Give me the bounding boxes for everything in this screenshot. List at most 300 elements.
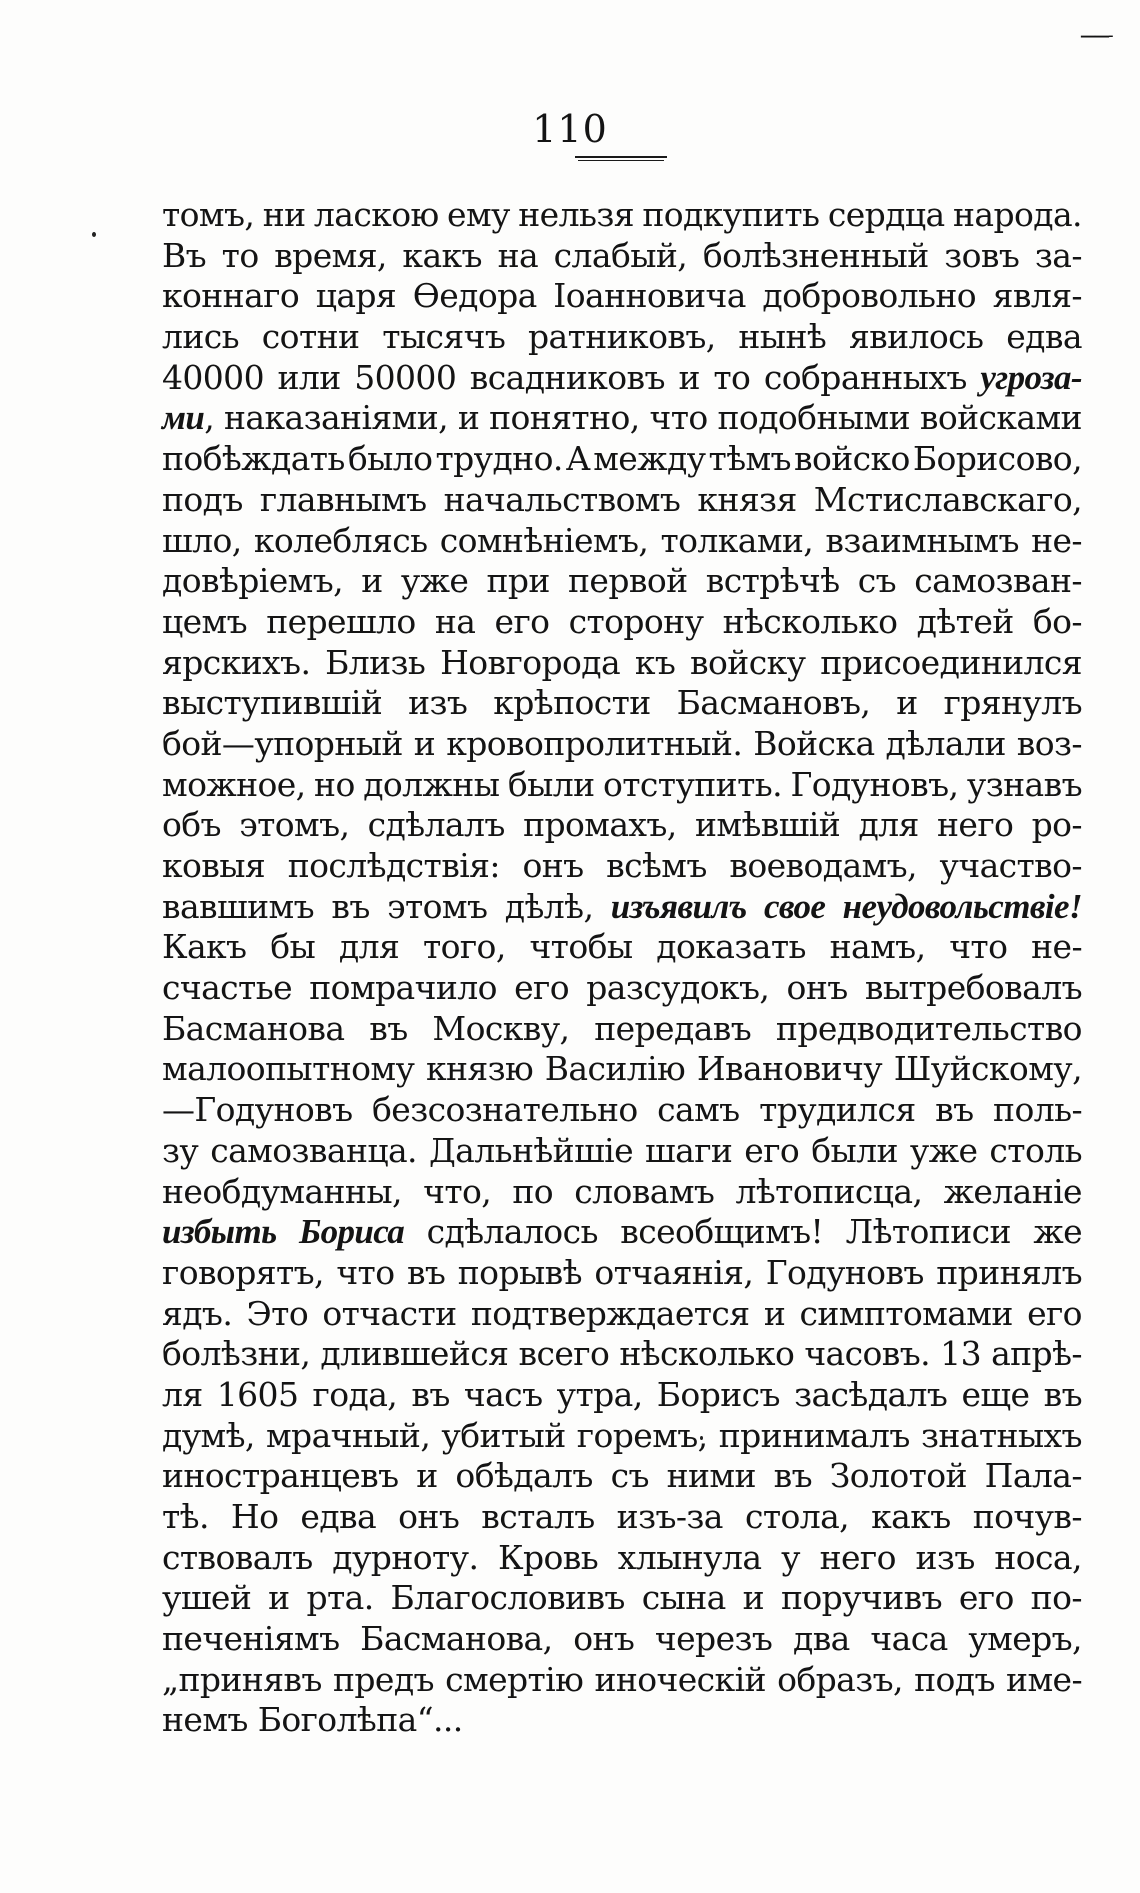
word: время, [274,235,387,275]
word: всего [518,1334,610,1374]
word: отступить. [603,764,782,804]
word: первой [568,561,688,601]
word: имѣвшій [694,805,841,845]
word: послѣдствія: [287,846,500,885]
word: этомъ, [239,805,350,845]
word: лѣтописца, [735,1171,923,1211]
word: для [858,805,919,845]
word: немъ [162,1700,248,1740]
word: Это [246,1293,309,1333]
text-line [162,724,1082,765]
word: мрачный, [265,1415,431,1455]
word: онъ [786,968,848,1008]
text-line [162,683,1082,724]
word: необдуманны, [162,1171,402,1211]
text-line [162,1294,1082,1335]
word: всеобщимъ! [620,1212,824,1252]
word: для [338,927,400,967]
text-line [162,1212,1082,1253]
word: ратниковъ, [528,317,716,357]
text-line [162,1578,1082,1619]
word: почув- [972,1497,1082,1536]
text-line [162,1660,1082,1701]
word: ядъ. [162,1293,233,1333]
word: подъ [162,479,243,519]
word: явилось [848,317,984,357]
word: и [416,1456,438,1496]
word: цемъ [162,601,248,641]
word: Но [230,1497,279,1536]
page-number-underline [575,156,667,158]
word: горемъ, [576,1415,708,1455]
word: его [514,968,570,1008]
word: добровольно [762,276,977,316]
word: на [497,235,539,275]
word: трудился [759,1090,916,1130]
word: Мстиславскаго, [813,479,1082,519]
word: въ [369,1008,408,1048]
text-line [162,1131,1082,1172]
word: всталъ [481,1497,595,1536]
word: предводительство [775,1008,1082,1048]
word: едва [1006,317,1082,357]
word: ми, [162,398,215,438]
word: рта. [306,1578,374,1618]
text-line [162,968,1082,1009]
word: знатныхъ [920,1415,1082,1455]
word: въ [331,886,370,926]
word: намъ, [829,927,926,967]
word: изъ-за [616,1497,723,1536]
text-line [162,602,1082,643]
word: объ [162,805,221,845]
word: всадниковъ [469,357,665,397]
text-line [162,765,1082,806]
word: носа, [994,1537,1082,1577]
word: сторону [568,601,704,641]
word: 1605 [216,1374,299,1414]
word: убитый [441,1415,566,1455]
word: войску [690,642,806,682]
word: часа [870,1619,948,1659]
word: разсудокъ, [586,968,770,1008]
text-line [162,1334,1082,1375]
word: сердца [827,195,945,234]
word: ро- [1031,805,1082,845]
text-line [162,1090,1082,1131]
word: Благословивъ [390,1578,625,1618]
word: сына [641,1578,726,1618]
text-line [162,1049,1082,1090]
text-line [162,1538,1082,1579]
word: встрѣчѣ [705,561,840,601]
word: изъявилъ [610,886,747,926]
word: думѣ, [162,1415,255,1455]
word: ни [262,195,306,234]
text-line [162,1375,1082,1416]
word: самозванца. [210,1130,417,1170]
word: были [811,1130,898,1170]
word: 40000 [162,357,264,397]
word: Басманова [162,1008,345,1048]
word: утра, [556,1374,643,1414]
word: дѣтей [916,601,1014,641]
word: Пала- [984,1456,1082,1496]
word: принялъ [936,1252,1082,1292]
word: войско [793,439,910,479]
word: свое [763,886,826,926]
word: нѣсколько [619,1334,795,1374]
word: нынѣ [738,317,827,357]
word: воз- [1016,723,1082,763]
word: слабый, [553,235,688,275]
word: желаніе [943,1171,1082,1211]
word: Войска [753,723,875,763]
word: колеблясь [253,520,428,560]
word: шаги [645,1130,733,1170]
word: же [1033,1212,1082,1252]
word: отчаянія, [594,1252,754,1292]
word: Близь [325,642,426,682]
text-line [162,1497,1082,1538]
word: или [277,357,341,397]
word: того, [422,927,506,967]
word: какъ [871,1497,951,1536]
word: бо- [1032,601,1082,641]
word: между [593,439,706,479]
word: его [958,1578,1014,1618]
word: тѣ. [162,1497,209,1536]
word: этомъ [387,886,488,926]
word: и [742,1578,765,1618]
word: явля- [992,276,1082,316]
word: Годуновъ [765,1252,924,1292]
word: часъ [463,1374,543,1414]
word: бы [270,927,316,967]
word: ковыя [162,846,266,885]
word: бой—упорный [162,723,403,763]
word: на [434,601,476,641]
text-line [162,805,1082,846]
word: предъ [332,1659,434,1699]
word: нельзя [518,195,634,234]
word: участво- [939,846,1082,885]
word: главнымъ [259,479,427,519]
word: въ [1043,1374,1082,1414]
word: самозван- [914,561,1082,601]
text-line [162,846,1082,887]
word: Іоанновича [553,276,746,316]
word: за- [1034,235,1082,275]
word: лись [162,317,240,357]
word: какъ [402,235,482,275]
word: апрѣ- [991,1334,1082,1374]
word: перешло [266,601,416,641]
word: доказать [656,927,806,967]
word: зу [162,1130,199,1170]
word: отчасти [322,1293,457,1333]
text-line [162,1456,1082,1497]
word: что [336,1252,395,1292]
word: Въ [162,235,207,275]
word: Ѳедора [412,276,537,316]
word: Какъ [162,927,247,967]
word: Борисово, [912,439,1082,479]
word: столь [989,1130,1082,1170]
word: болѣзни, [162,1334,311,1374]
word: подтверждается [470,1293,750,1333]
word: и [268,1578,290,1618]
word: но [314,764,355,804]
word: избыть [162,1212,277,1252]
word: всѣмъ [606,846,707,885]
word: Василію [544,1049,686,1089]
text-line [162,1253,1082,1294]
word: симптомами [799,1293,1013,1333]
word: понятно, [489,398,640,438]
word: нѣсколько [722,601,898,641]
word: съ [610,1456,649,1496]
text-line [162,1009,1082,1050]
word: Боголѣпа“... [257,1700,463,1740]
word: и [678,357,700,397]
word: Золотой [829,1456,967,1496]
word: царя [315,276,397,316]
word: самъ [657,1090,740,1130]
word: его [1027,1293,1082,1333]
word: уже [400,561,469,601]
word: ушей [162,1578,252,1618]
word: него [937,805,1014,845]
text-line [162,1700,1082,1741]
word: въ [773,1456,812,1496]
word: Новгорода [440,642,621,682]
word: присоединился [820,642,1082,682]
word: говорятъ, [162,1252,324,1292]
word: Ивановичу [696,1049,883,1089]
word: томъ, [162,195,255,234]
corner-print-mark: ——˗ [1080,26,1113,45]
word: два [792,1619,850,1659]
word: въ [406,1252,446,1292]
word: онъ [398,1497,460,1536]
word: не- [1031,520,1082,560]
text-line [162,480,1082,521]
word: было [347,439,433,479]
word: 50000 [354,357,457,397]
text-line [162,358,1082,399]
word: Москву, [432,1008,570,1048]
word: малоопытному [162,1049,415,1089]
word: ними [666,1456,756,1496]
word: то [713,357,751,397]
word: собранныхъ [763,357,967,397]
text-line [162,521,1082,562]
word: ствовалъ [162,1537,313,1577]
word: поль- [993,1090,1082,1130]
text-line [162,643,1082,684]
text-line [162,887,1082,928]
word: иностранцевъ [162,1456,399,1496]
word: и [896,683,918,723]
word: иноческій [594,1659,766,1699]
page-number-underline-second [578,160,664,161]
word: „принявъ [162,1659,322,1699]
word: въ [411,1374,450,1414]
word: длившейся [320,1334,509,1374]
word: него [819,1537,896,1577]
word: сомнѣніемъ, [439,520,649,560]
word: кровопролитный. [446,723,743,763]
word: едва [300,1497,377,1536]
word: образъ, [777,1659,903,1699]
word: трудно. [435,439,563,479]
word: князя [697,479,797,519]
word: взаимнымъ [825,520,1019,560]
word: дѣлѣ, [504,886,594,926]
word: часовъ. [804,1334,931,1374]
text-line [162,398,1082,439]
word: Шуйскому, [893,1049,1082,1089]
word: князю [425,1049,534,1089]
word: изъ [408,683,468,723]
word: что [649,398,708,438]
word: года, [312,1374,398,1414]
word: Дальнѣйшіе [428,1130,634,1170]
text-line [162,195,1082,236]
word: въ [935,1090,974,1130]
word: и [413,723,436,763]
text-line [162,927,1082,968]
word: Борисъ [656,1374,780,1414]
word: и [361,561,383,601]
word: довѣріемъ, [162,561,344,601]
word: и [763,1293,786,1333]
word: дурноту. [332,1537,479,1577]
word: тѣмъ [708,439,791,479]
text-line [162,1619,1082,1660]
word: угроза- [980,357,1082,397]
word: уже [909,1130,978,1170]
word: не- [1031,927,1082,967]
word: стола, [744,1497,850,1536]
word: что, [423,1171,492,1211]
word: и [457,398,480,438]
word: Басманова, [360,1619,553,1659]
word: подобными [717,398,910,438]
word: выступившій [162,683,383,723]
word: Кровь [498,1537,599,1577]
word: Лѣтописи [845,1212,1011,1252]
word: болѣзненный [702,235,929,275]
text-line [162,236,1082,277]
text-line [162,439,1082,480]
word: грянулъ [943,683,1082,723]
word: подкупить [642,195,820,234]
word: черезъ [654,1619,773,1659]
word: сдѣлалъ [367,805,505,845]
word: у [781,1537,800,1577]
word: его [494,601,550,641]
word: умеръ, [968,1619,1082,1659]
text-line [162,276,1082,317]
text-line [162,561,1082,602]
word: Басмановъ, [676,683,871,723]
word: дѣлали [885,723,1006,763]
word: ласкою [313,195,439,234]
word: чтобы [529,927,633,967]
word: узнавъ [966,764,1082,804]
word: поручивъ [780,1578,942,1618]
word: народа. [952,195,1082,234]
word: вавшимъ [162,886,314,926]
word: хлынула [617,1537,762,1577]
word: при [486,561,550,601]
word: счастье [162,968,293,1008]
word: были [507,764,595,804]
word: подъ [914,1659,995,1699]
word: начальствомъ [443,479,681,519]
word: Годуновъ, [790,764,959,804]
word: его [744,1130,800,1170]
word: порывѣ [457,1252,582,1292]
word: помрачило [309,968,497,1008]
ink-speck [92,232,96,237]
word: крѣпости [493,683,651,723]
word: ярскихъ. [162,642,311,682]
word: съ [857,561,897,601]
word: А [565,439,591,479]
word: толками, [660,520,814,560]
word: вытребовалъ [864,968,1082,1008]
word: име- [1006,1659,1082,1699]
word: должны [363,764,500,804]
word: шло, [162,520,242,560]
word: по- [1030,1578,1082,1618]
word: то [221,235,259,275]
word: засѣдалъ [794,1374,948,1414]
word: ля [162,1374,203,1414]
word: можное, [162,764,306,804]
word: побѣждать [162,439,345,479]
text-line [162,1416,1082,1457]
word: тысячъ [382,317,506,357]
word: коннаго [162,276,300,316]
page-number: 110 [532,107,608,151]
word: промахъ, [523,805,677,845]
word: Бориса [298,1212,405,1252]
word: неудовольствіе! [842,886,1082,926]
word: воеводамъ, [729,846,917,885]
word: 13 [940,1334,981,1374]
word: принималъ [718,1415,910,1455]
word: словамъ [574,1171,715,1211]
word: передавъ [594,1008,752,1048]
word: безсознательно [372,1090,638,1130]
word: что [949,927,1008,967]
text-line [162,317,1082,358]
word: войсками [919,398,1082,438]
body-text [162,195,1082,1741]
word: онъ [522,846,584,885]
word: —Годуновъ [162,1090,353,1130]
word: обѣдалъ [455,1456,593,1496]
word: онъ [573,1619,635,1659]
word: зовъ [944,235,1020,275]
word: изъ [915,1537,975,1577]
word: сдѣлалось [426,1212,598,1252]
word: еще [961,1374,1030,1414]
